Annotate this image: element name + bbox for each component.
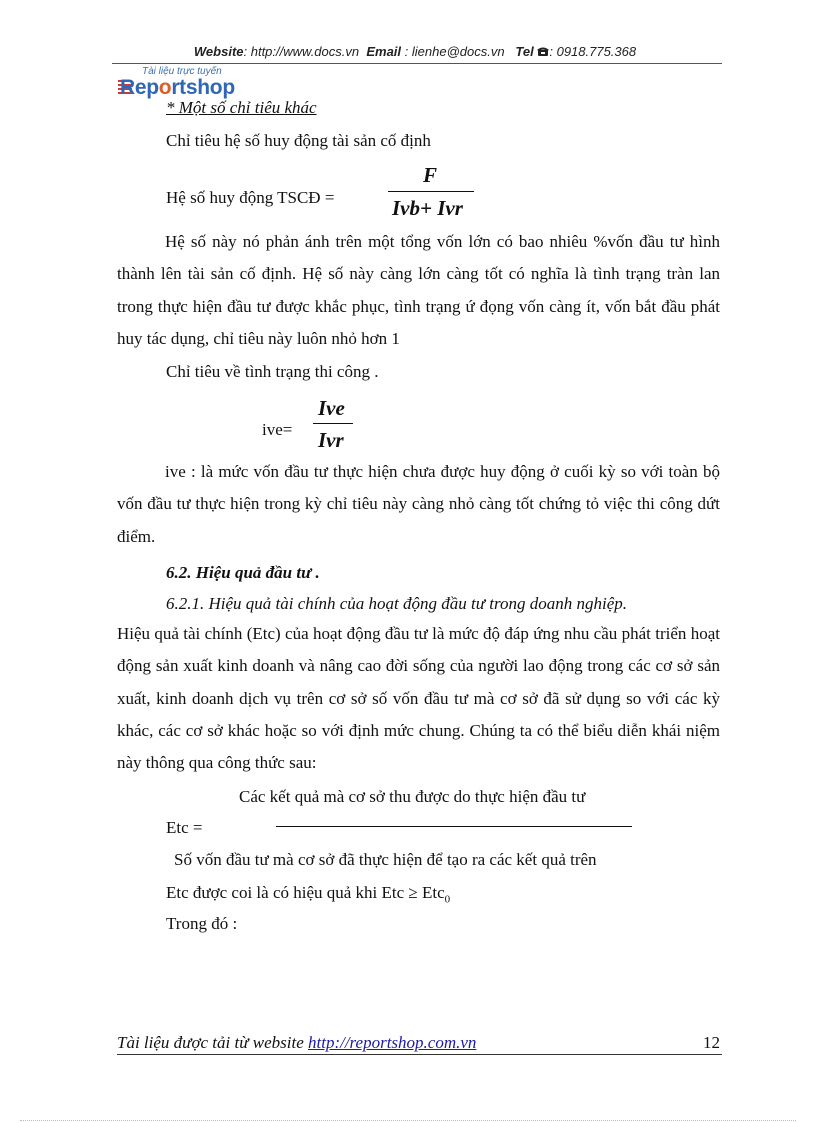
paragraph-construction-status: ive : là mức vốn đầu tư thực hiện chưa được huy động ở cuối kỳ so với toàn bộ vốn đầu tư thực hiện trong kỳ chỉ tiêu này càng nhỏ càng tốt chứng tỏ việc thi công dứt điểm. xyxy=(117,462,720,546)
indicator-title-construction: Chỉ tiêu về tình trạng thi công . xyxy=(166,362,379,381)
header-divider xyxy=(112,63,722,64)
where-label: Trong đó : xyxy=(166,914,238,933)
footer-link[interactable]: http://reportshop.com.vn xyxy=(308,1033,477,1052)
footer-text: Tài liệu được tải từ website xyxy=(117,1033,308,1052)
logo-brand: Reportshop xyxy=(120,76,235,99)
heading-6-2: 6.2. Hiệu quả đầu tư . xyxy=(166,563,320,582)
website-label: Website xyxy=(193,44,244,59)
phone-icon xyxy=(537,45,549,60)
indicator-title-fixed-assets: Chỉ tiêu hệ số huy động tài sản cố định xyxy=(166,131,431,150)
formula-1-label: Hệ số huy động TSCĐ = xyxy=(166,188,335,207)
formula-2-fraction-bar xyxy=(313,423,353,424)
formula-2-denominator: Ivr xyxy=(318,428,344,452)
tel-value: : 0918.775.368 xyxy=(549,44,637,59)
formula-1-fraction-bar xyxy=(388,191,474,192)
formula-1-numerator: F xyxy=(423,163,438,187)
email-label: Email xyxy=(366,44,402,59)
etc-condition: Etc được coi là có hiệu quả khi Etc ≥ Etc$_0$ xyxy=(166,883,451,906)
paragraph-fixed-asset-ratio: Hệ số này nó phản ánh trên một tổng vốn lớn có bao nhiêu %vốn đầu tư hình thành lên tài sản cố định. Hệ số này càng lớn càng tốt có nghĩa là tình trạng tràn lan trong thực hiện đầu tư được khắc phục, tình trạng ứ đọng vốn càng ít, vốn bắt đầu phát huy tác dụng, chỉ tiêu này luôn nhỏ hơn 1 xyxy=(117,232,720,348)
etc-formula-denominator: Số vốn đầu tư mà cơ sở đã thực hiện để tạo ra các kết quả trên xyxy=(174,850,597,869)
etc-fraction-bar xyxy=(276,826,632,827)
page-number: 12 xyxy=(703,1033,720,1052)
tel-label: Tel xyxy=(515,44,534,59)
formula-2-label: ive= xyxy=(262,420,293,439)
email-value: : lienhe@docs.vn xyxy=(404,44,505,59)
logo-tagline: Tài liệu trực tuyến xyxy=(142,66,222,77)
etc-subscript: 0 xyxy=(444,893,451,906)
etc-formula-label: Etc = xyxy=(166,818,203,837)
formula-1-denominator: Ivb+ Ivr xyxy=(392,196,463,220)
formula-2-numerator: Ive xyxy=(318,396,345,420)
paragraph-financial-efficiency: Hiệu quả tài chính (Etc) của hoạt động đầu tư là mức độ đáp ứng nhu cầu phát triển hoạt động sản xuất kinh doanh và nâng cao đời sống của người lao động trong các cơ sở sản xuất, kinh doanh dịch vụ trên cơ sở số vốn đầu tư mà cơ sở đã sử dụng so với các kỳ khác, các cơ sở khác hoặc so với định mức chung. Chúng ta có thể biểu diễn khái niệm này thông qua công thức sau: xyxy=(117,624,720,773)
website-value: : http://www.docs.vn xyxy=(243,44,360,59)
reportshop-logo xyxy=(118,66,278,100)
etc-formula-numerator: Các kết quả mà cơ sở thu được do thực hiện đầu tư xyxy=(239,787,586,806)
page-header xyxy=(110,44,720,60)
section-heading: * Một số chỉ tiêu khác xyxy=(166,98,317,117)
page-footer xyxy=(117,1033,720,1053)
heading-6-2-1: 6.2.1. Hiệu quả tài chính của hoạt động đầu tư trong doanh nghiệp. xyxy=(166,594,628,613)
footer-divider xyxy=(117,1054,722,1055)
page-bottom-border xyxy=(20,1120,796,1121)
